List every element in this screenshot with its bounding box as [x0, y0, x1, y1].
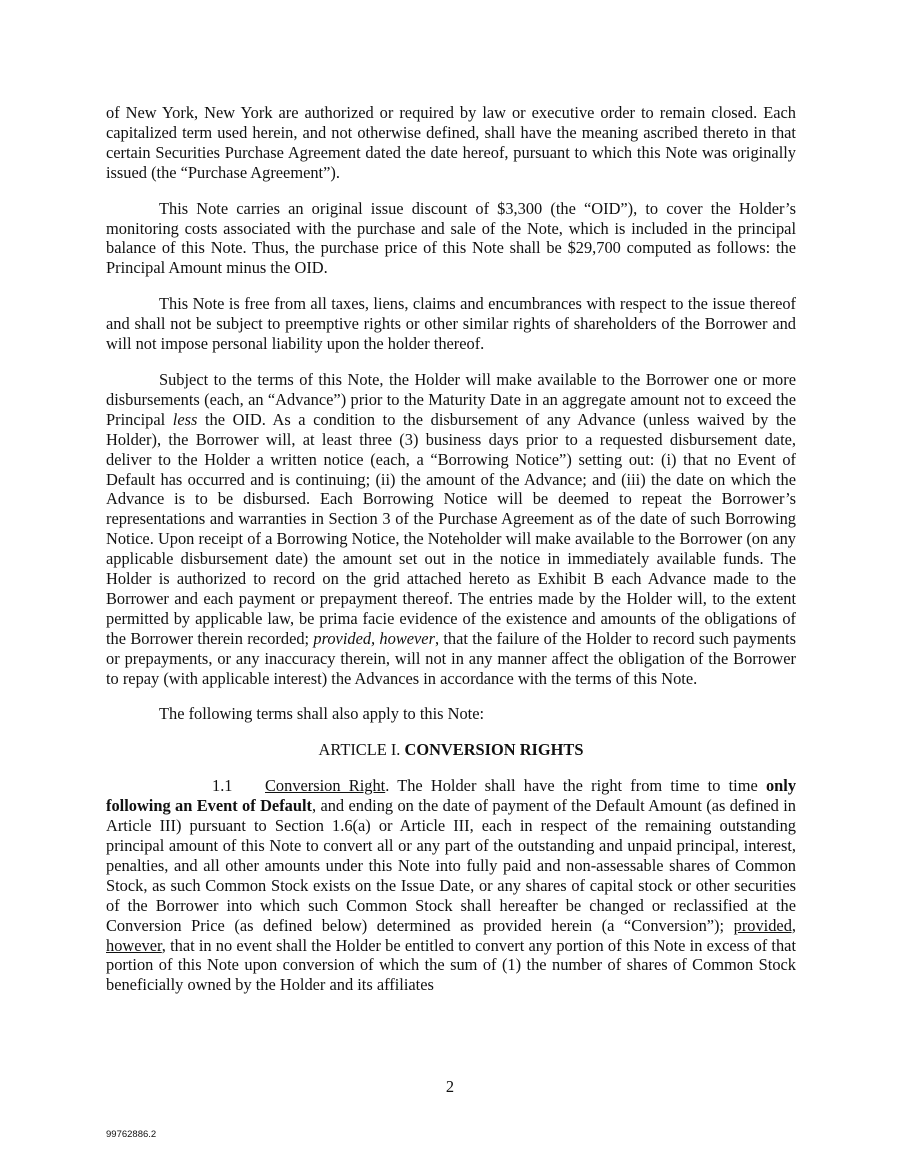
article-prefix: ARTICLE I.: [318, 740, 405, 760]
paragraph-following-terms: The following terms shall also apply to this Note:: [159, 704, 485, 724]
section-text-3: , that in no event shall the Holder be entitled to convert any portion of this Note in excess of that portion of this Note upon conversion of which the sum of (1) the number of shares of Common Stock beneficially owned by the Holder and its affiliates: [106, 935, 796, 995]
paragraph-advances: [106, 370, 796, 689]
advances-text-2: the OID. As a condition to the disbursement of any Advance (unless waived by the Holder), the Borrower will, at least three (3) business days prior to a requested disbursement date, deliver to the Holder a written notice (each, a “Borrowing Notice”) setting out: (i) that no Event of Default has occurred and is continuing; (ii) the amount of the Advance; and (iii) the date on which the Advance is to be disbursed. Each Borrowing Notice will be deemed to repeat the Borrower’s representations and warranties in Section 3 of the Purchase Agreement as of the date of such Borrowing Notice. Upon receipt of a Borrowing Notice, the Noteholder will make available to the Borrower (on any applicable disbursement date) the amount set out in the notice in immediately available funds. The Holder is authorized to record on the grid attached hereto as Exhibit B each Advance made to the Borrower and each payment or prepayment thereof. The entries made by the Holder will, to the extent permitted by applicable law, be prima facie evidence of the existence and amounts of the obligations of the Borrower therein recorded;: [106, 409, 796, 648]
section-text-1: . The Holder shall have the right from time to time: [385, 776, 766, 796]
article-heading: [106, 740, 796, 760]
section-number: 1.1: [212, 776, 233, 796]
advances-provided-however-italic: provided, however: [313, 628, 435, 648]
page-number: 2: [445, 1077, 455, 1096]
advances-text-1: Subject to the terms of this Note, the Holder will make available to the Borrower one or more disbursements (each, an “Advance”) prior to the Maturity Date in an aggregate amount not to exceed the Principal: [106, 369, 796, 429]
advances-text-3: , that the failure of the Holder to record such payments or prepayments, or any inaccuracy therein, will not in any manner affect the obligation of the Borrower to repay (with applicable interest) the Advances in accordance with the terms of this Note.: [106, 628, 796, 688]
section-bold-text: only following an Event of Default: [106, 776, 797, 816]
advances-less-italic: less: [172, 409, 198, 429]
document-body: [106, 103, 796, 1011]
article-title: CONVERSION RIGHTS: [404, 740, 584, 760]
paragraph-closing-definitions: of New York, New York are authorized or required by law or executive order to remain closed. Each capitalized term used herein, and not otherwise defined, shall have the meaning ascribed thereto in that certain Securities Purchase Agreement dated the date hereof, pursuant to which this Note was originally issued (the “Purchase Agreement”).: [106, 103, 796, 182]
section-1-1: [106, 776, 796, 995]
document-id: 99762886.2: [106, 1129, 157, 1140]
paragraph-oid: This Note carries an original issue discount of $3,300 (the “OID”), to cover the Holder’s monitoring costs associated with the purchase and sale of the Note, which is included in the principal balance of this Note. Thus, the purchase price of this Note shall be $29,700 computed as follows: the Principal Amount minus the OID.: [106, 198, 796, 278]
section-text-2: , and ending on the date of payment of the Default Amount (as defined in Article III) pursuant to Section 1.6(a) or Article III, each in respect of the remaining outstanding principal amount of this Note to convert all or any part of the outstanding and unpaid principal, interest, penalties, and all other amounts under this Note into fully paid and non-assessable shares of Common Stock, as such Common Stock exists on the Issue Date, or any shares of capital stock or other securities of the Borrower into which such Common Stock shall hereafter be changed or reclassified at the Conversion Price (as defined below) determined as provided herein (a “Conversion”);: [106, 796, 797, 935]
section-provided-however: provided, however: [106, 915, 796, 955]
paragraph-free-from-taxes: This Note is free from all taxes, liens, claims and encumbrances with respect to the issue thereof and shall not be subject to preemptive rights or other similar rights of shareholders of the Borrower and will not impose personal liability upon the holder thereof.: [106, 294, 796, 354]
section-heading: Conversion Right: [265, 776, 386, 796]
